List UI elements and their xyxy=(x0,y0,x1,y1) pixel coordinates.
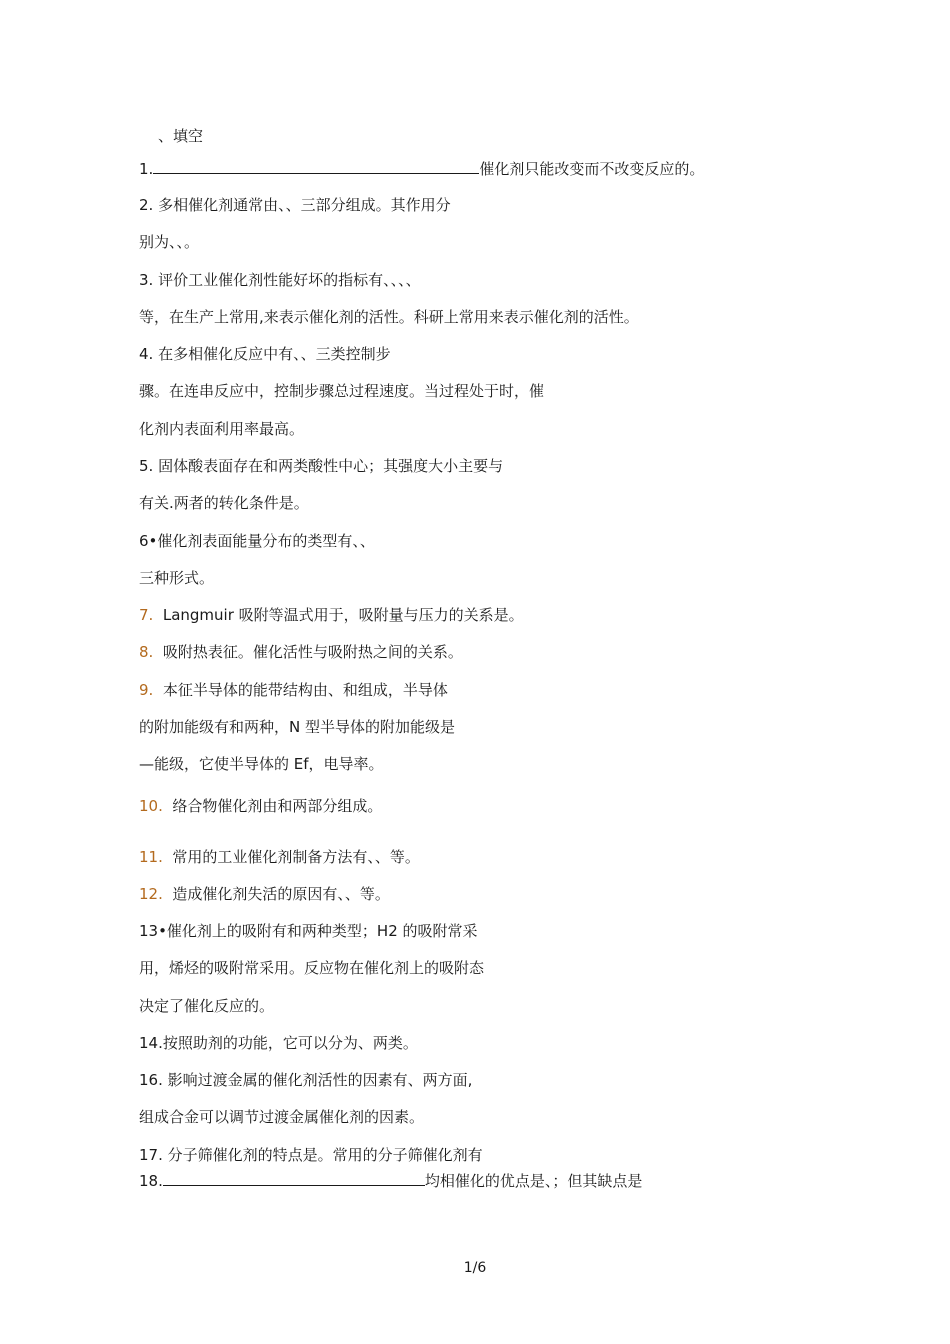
question-4-line-3: 化剂内表面利用率最高。 xyxy=(139,420,305,438)
question-9-number: 9. xyxy=(139,681,154,699)
question-12-number: 12. xyxy=(139,885,163,903)
question-7 xyxy=(139,605,524,625)
question-8 xyxy=(139,642,463,662)
question-18-number: 18. xyxy=(139,1172,163,1190)
question-8-number: 8. xyxy=(139,643,154,661)
question-6-line-1: 6•催化剂表面能量分布的类型有、、 xyxy=(139,532,375,550)
question-13-line-3: 决定了催化反应的。 xyxy=(139,997,275,1015)
question-12-text: 造成催化剂失活的原因有、、等。 xyxy=(172,885,390,903)
question-7-number: 7. xyxy=(139,606,154,624)
question-4-line-2: 骤。在连串反应中，控制步骤总过程速度。当过程处于时，催 xyxy=(139,382,545,400)
question-11 xyxy=(139,847,420,867)
question-8-text: 吸附热表征。催化活性与吸附热之间的关系。 xyxy=(162,643,463,661)
question-13-line-2: 用，烯烃的吸附常采用。反应物在催化剂上的吸附态 xyxy=(139,959,485,977)
question-17: 17. 分子筛催化剂的特点是。常用的分子筛催化剂有 xyxy=(139,1146,483,1164)
question-9-line-3: —能级，它使半导体的 Ef，电导率。 xyxy=(139,755,384,773)
page-number: 1/6 xyxy=(463,1260,487,1276)
question-18 xyxy=(139,1170,642,1191)
question-16-line-1: 16. 影响过渡金属的催化剂活性的因素有、两方面, xyxy=(139,1071,473,1089)
section-heading: 、填空 xyxy=(158,127,204,145)
question-2-line-2: 别为、、。 xyxy=(139,233,200,251)
question-11-text: 常用的工业催化剂制备方法有、、等。 xyxy=(172,848,420,866)
question-11-number: 11. xyxy=(139,848,163,866)
question-7-text: Langmuir 吸附等温式用于，吸附量与压力的关系是。 xyxy=(162,606,524,624)
question-3-line-2: 等，在生产上常用,来表示催化剂的活性。科研上常用来表示催化剂的活性。 xyxy=(139,308,639,326)
question-9-text: 本征半导体的能带结构由、和组成，半导体 xyxy=(162,681,448,699)
question-1-number: 1. xyxy=(139,160,154,178)
question-10-number: 10. xyxy=(139,797,163,815)
question-12 xyxy=(139,884,390,904)
question-3-line-1: 3. 评价工业催化剂性能好坏的指标有、、、、 xyxy=(139,271,421,289)
answer-blank xyxy=(153,158,479,174)
question-2-line-1: 2. 多相催化剂通常由、、三部分组成。其作用分 xyxy=(139,196,451,214)
question-1-text: 催化剂只能改变而不改变反应的。 xyxy=(479,160,705,178)
question-16-line-2: 组成合金可以调节过渡金属催化剂的因素。 xyxy=(139,1108,425,1126)
question-14: 14.按照助剂的功能，它可以分为、两类。 xyxy=(139,1034,418,1052)
question-4-line-1: 4. 在多相催化反应中有、、三类控制步 xyxy=(139,345,391,363)
question-1 xyxy=(139,158,704,179)
question-10 xyxy=(139,796,382,816)
question-5-line-1: 5. 固体酸表面存在和两类酸性中心；其强度大小主要与 xyxy=(139,457,504,475)
answer-blank xyxy=(163,1170,425,1186)
question-13-line-1: 13•催化剂上的吸附有和两种类型；H2 的吸附常采 xyxy=(139,922,478,940)
question-6-line-2: 三种形式。 xyxy=(139,569,215,587)
question-9-line-2: 的附加能级有和两种，N 型半导体的附加能级是 xyxy=(139,718,455,736)
question-10-text: 络合物催化剂由和两部分组成。 xyxy=(172,797,383,815)
question-18-text: 均相催化的优点是、；但其缺点是 xyxy=(424,1172,643,1190)
question-9-line-1 xyxy=(139,680,448,700)
question-5-line-2: 有关.两者的转化条件是。 xyxy=(139,494,309,512)
